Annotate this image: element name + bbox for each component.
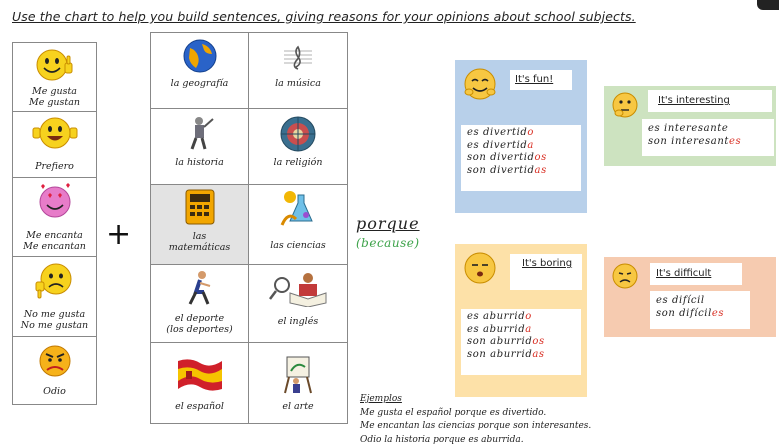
phrase-line — [648, 123, 768, 136]
phrase-stem: son divertid — [467, 152, 535, 163]
example-sentence: Odio la historia porque es aburrida. — [360, 434, 524, 445]
reason-heading-box — [650, 263, 742, 285]
thumbs-down-smiley-icon — [34, 262, 76, 300]
porque-word: porque — [356, 214, 420, 233]
subject-ciencias — [249, 185, 347, 265]
page-title: Use the chart to help you build sentences, giving reasons for your opinions about school subjects. — [12, 9, 636, 24]
phrase-stem: son divertid — [467, 164, 535, 176]
subject-label: (los deportes) — [166, 324, 233, 335]
phrase-line — [648, 136, 768, 149]
phrase-stem: es aburrid — [467, 323, 526, 335]
opinion-label: Me encanta — [26, 230, 83, 241]
reason-box-difficult — [604, 257, 776, 337]
spain-flag-icon — [176, 357, 224, 393]
stained-glass-icon — [279, 115, 317, 153]
because-translation: (because) — [356, 236, 420, 250]
phrase-ending: o — [527, 127, 535, 138]
subject-historia — [151, 109, 249, 185]
reason-phrases — [642, 119, 774, 156]
opinion-no-me-gusta — [13, 257, 96, 337]
subject-espanol — [151, 343, 249, 423]
reason-heading: It's interesting — [658, 95, 730, 106]
subject-label: el español — [175, 401, 224, 412]
reason-heading-box — [510, 70, 572, 90]
phrase-line — [467, 127, 575, 140]
subject-label: la música — [275, 78, 321, 89]
examples-section — [360, 393, 591, 445]
phrase-stem: es interesante — [648, 123, 729, 134]
music-note-icon — [282, 39, 314, 73]
reason-heading: It's boring — [522, 258, 573, 269]
subject-matematicas — [151, 185, 249, 265]
phrase-ending: os — [532, 336, 545, 347]
phrase-line — [467, 152, 575, 165]
opinion-label: No me gusta — [23, 309, 86, 320]
phrase-ending: a — [527, 139, 534, 151]
subject-label: la religión — [273, 157, 323, 168]
double-thumbs-up-smiley-icon — [32, 114, 78, 152]
phrase-ending: as — [532, 348, 545, 360]
happy-face-icon — [461, 66, 499, 102]
opinion-label: Me gustan — [28, 97, 81, 108]
frustrated-face-icon — [610, 261, 640, 291]
phrase-ending: es — [711, 307, 725, 319]
subject-label: matemáticas — [168, 242, 231, 253]
phrase-stem: es divertid — [467, 139, 528, 151]
plus-sign: + — [106, 217, 132, 252]
opinion-label: Prefiero — [35, 161, 74, 172]
reason-phrases — [461, 125, 581, 191]
phrase-ending: a — [525, 323, 532, 335]
heart-eyes-smiley-icon — [35, 181, 75, 221]
phrase-line — [467, 324, 575, 337]
subject-musica — [249, 33, 347, 109]
phrase-ending: os — [534, 152, 547, 163]
phrase-stem: es difícil — [656, 295, 705, 306]
opinion-me-gusta — [13, 43, 96, 112]
phrase-stem: son difícil — [656, 307, 712, 319]
example-sentence: Me encantan las ciencias porque son interesantes. — [360, 421, 592, 431]
reason-heading-box — [510, 254, 582, 290]
reason-phrases — [650, 291, 750, 329]
bored-face-icon — [461, 250, 499, 286]
reason-heading: It's fun! — [515, 74, 554, 85]
phrase-line — [467, 165, 575, 178]
example-sentence: Me gusta el español porque es divertido. — [360, 407, 547, 418]
phrase-ending: as — [534, 164, 547, 176]
opinion-me-encanta — [13, 178, 96, 257]
reading-icon — [268, 271, 328, 307]
opinion-odio — [13, 337, 96, 405]
opinion-label: Me encantan — [23, 241, 86, 252]
angry-smiley-icon — [36, 343, 74, 379]
opinions-column — [12, 42, 97, 405]
phrase-line — [656, 308, 744, 321]
subject-label: la historia — [175, 157, 224, 168]
corner-mark — [757, 0, 779, 10]
subject-geografia — [151, 33, 249, 109]
subject-label: el arte — [282, 401, 314, 412]
phrase-stem: son interesant — [648, 135, 729, 147]
reason-box-boring — [455, 244, 587, 397]
examples-heading: Ejemplos — [360, 394, 402, 404]
globe-icon — [182, 38, 218, 74]
thinking-face-icon — [610, 90, 640, 120]
reason-box-fun — [455, 60, 587, 213]
runner-icon — [184, 270, 216, 306]
subjects-grid — [150, 32, 348, 424]
subject-label: las ciencias — [270, 240, 326, 251]
phrase-line — [656, 295, 744, 308]
phrase-stem: es divertid — [467, 127, 528, 138]
science-flask-icon — [278, 189, 318, 227]
subject-label: el inglés — [277, 316, 319, 327]
subject-label: las — [192, 231, 207, 242]
painter-icon — [283, 355, 313, 395]
reason-phrases — [461, 309, 581, 375]
phrase-stem: son aburrid — [467, 348, 533, 360]
opinion-label: No me gustan — [20, 320, 89, 331]
knight-icon — [185, 115, 215, 151]
subject-label: la geografía — [170, 78, 229, 89]
reason-heading: It's difficult — [656, 268, 712, 279]
phrase-line — [467, 336, 575, 349]
phrase-ending: es — [729, 135, 742, 147]
phrase-stem: son aburrid — [467, 336, 533, 347]
thumbs-up-smiley-icon — [35, 46, 75, 84]
phrase-line — [467, 311, 575, 324]
calculator-icon — [184, 189, 216, 225]
subject-arte — [249, 343, 347, 423]
reason-heading-box — [648, 90, 772, 112]
subject-deporte — [151, 265, 249, 343]
opinion-label: Odio — [43, 386, 66, 397]
subject-ingles — [249, 265, 347, 343]
phrase-stem: es aburrid — [467, 311, 526, 322]
subject-religion — [249, 109, 347, 185]
opinion-label: Me gusta — [32, 86, 77, 97]
phrase-ending: o — [525, 311, 532, 322]
subject-label: el deporte — [174, 313, 225, 324]
phrase-line — [467, 140, 575, 153]
opinion-prefiero — [13, 112, 96, 178]
phrase-line — [467, 349, 575, 362]
reason-box-interesting — [604, 86, 776, 166]
